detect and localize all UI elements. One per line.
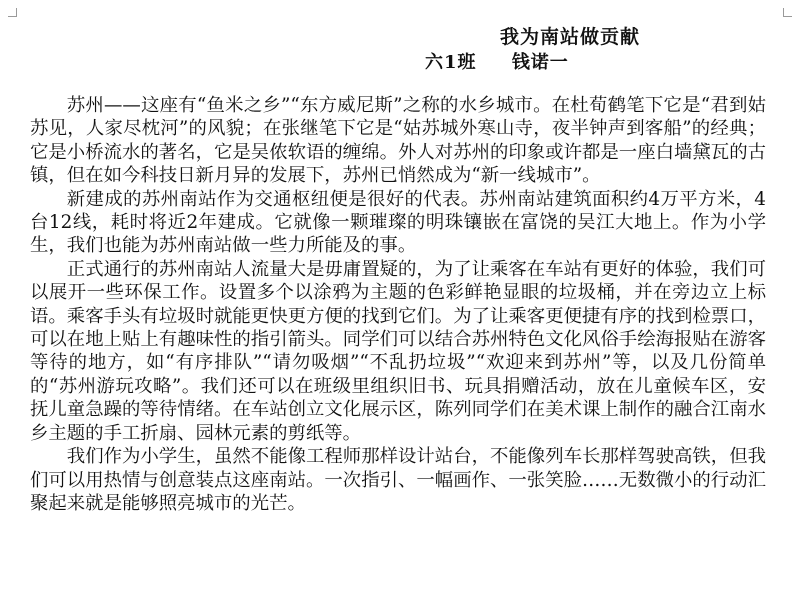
author-class: 六1班 <box>425 52 477 73</box>
paragraph-3: 正式通行的苏州南站人流量大是毋庸置疑的，为了让乘客在车站有更好的体验，我们可以展开一些环保工作。设置多个以涂鸦为主题的色彩鲜艳显眼的垃圾桶，并在旁边立上标语。乘客手头有垃圾时就能更快更方便的找到它们。为了让乘客更便捷有序的找到检票口，可以在地上贴上有趣味性的指引箭头。同学们可以结合苏州特色文化风俗手绘海报贴在游客等待的地方，如“有序排队”“请勿吸烟”“不乱扔垃圾”“欢迎来到苏州”等，以及几份简单的“苏州游玩攻略”。我们还可以在班级里组织旧书、玩具捐赠活动，放在儿童候车区，安抚儿童急躁的等待情绪。在车站创立文化展示区，陈列同学们在美术课上制作的融合江南水乡主题的手工折扇、园林元素的剪纸等。 <box>30 258 766 444</box>
paragraph-2: 新建成的苏州南站作为交通枢纽便是很好的代表。苏州南站建筑面积约4万平方米，4台12线，耗时将近2年建成。它就像一颗璀璨的明珠镶嵌在富饶的吴江大地上。作为小学生，我们也能为苏州南站做一些力所能及的事。 <box>30 188 766 257</box>
author-line <box>425 48 569 74</box>
top-right-margin-mark <box>783 8 792 17</box>
paragraph-4: 我们作为小学生，虽然不能像工程师那样设计站台，不能像列车长那样驾驶高铁，但我们可以用热情与创意装点这座南站。一次指引、一幅画作、一张笑脸……无数微小的行动汇聚起来就是能够照亮城市的光芒。 <box>30 446 766 514</box>
document-title: 我为南站做贡献 <box>499 26 640 48</box>
author-name: 钱诺一 <box>511 52 569 73</box>
paragraph-1: 苏州——这座有“鱼米之乡”“东方威尼斯”之称的水乡城市。在杜荀鹤笔下它是“君到姑苏见，人家尽枕河”的风貌；在张继笔下它是“姑苏城外寒山寺，夜半钟声到客船”的经典；它是小桥流水的著名，它是吴侬软语的缠绵。外人对苏州的印象或许都是一座白墙黛瓦的古镇，但在如今科技日新月异的发展下，苏州已悄然成为“新一线城市”。 <box>30 95 766 187</box>
essay-body <box>30 94 766 515</box>
top-left-margin-mark <box>8 8 17 17</box>
